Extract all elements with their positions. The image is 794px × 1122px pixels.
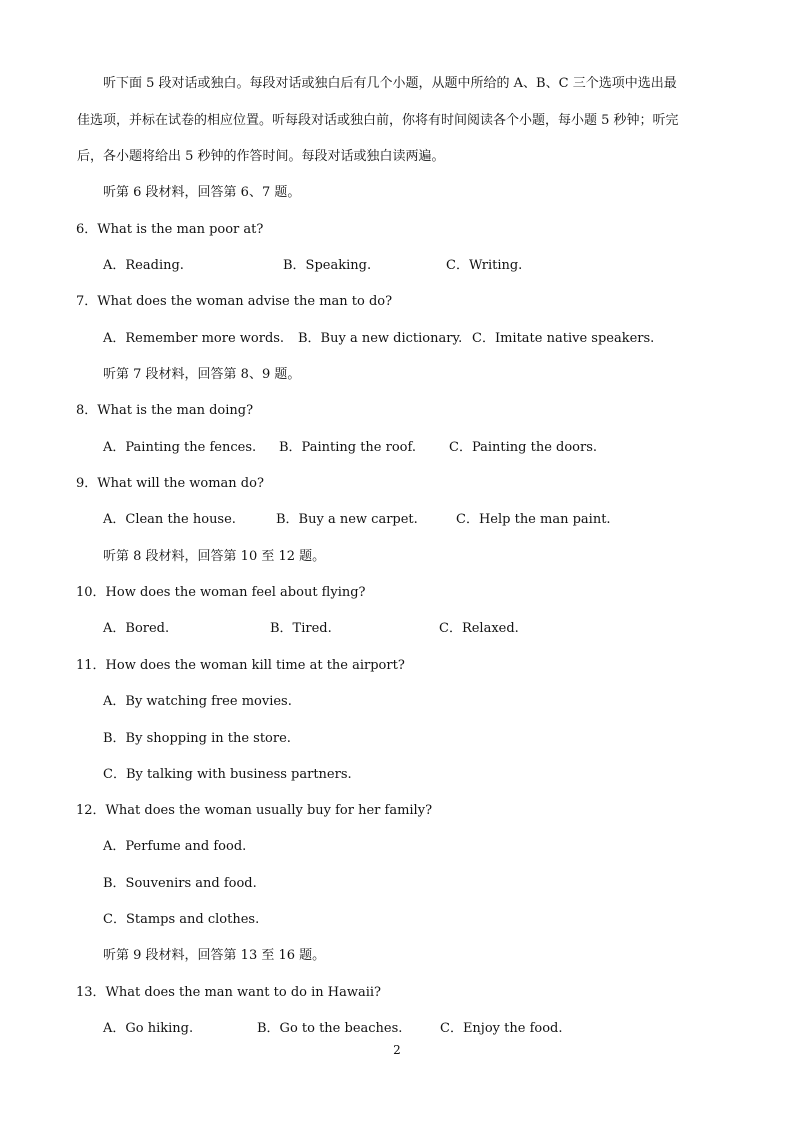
option-b: B．Speaking. [283, 258, 372, 273]
option-a: A．Clean the house. [103, 512, 236, 527]
page-number: 2 [393, 1043, 401, 1057]
option-a: A．Bored. [103, 621, 170, 636]
option-c: C．Painting the doors. [449, 440, 598, 455]
question-9: 9．What will the woman do? [76, 476, 264, 491]
question-6: 6．What is the man poor at? [76, 222, 264, 237]
instructions-line-1: 听下面 5 段对话或独白。每段对话或独白后有几个小题，从题中所给的 A、B、C 三个选项中选出最 [103, 76, 677, 91]
option-a: A．Painting the fences. [103, 440, 257, 455]
option-c: C．Imitate native speakers. [472, 331, 655, 346]
option-a: A．Perfume and food. [103, 839, 247, 854]
option-b: B．Buy a new carpet. [276, 512, 418, 527]
option-c: C．Help the man paint. [456, 512, 611, 527]
option-b: B．Buy a new dictionary. [298, 331, 463, 346]
option-a: A．Reading. [103, 258, 184, 273]
option-b: B．Tired. [270, 621, 332, 636]
section-heading: 听第 7 段材料，回答第 8、9 题。 [103, 367, 301, 382]
option-b: B．By shopping in the store. [103, 731, 291, 746]
section-heading: 听第 9 段材料，回答第 13 至 16 题。 [103, 948, 326, 963]
option-c: C．Writing. [446, 258, 523, 273]
instructions-line-3: 后，各小题将给出 5 秒钟的作答时间。每段对话或独白读两遍。 [77, 149, 445, 164]
option-a: A．By watching free movies. [103, 694, 292, 709]
option-c: C．Relaxed. [439, 621, 519, 636]
question-8: 8．What is the man doing? [76, 403, 254, 418]
option-b: B．Go to the beaches. [257, 1021, 403, 1036]
question-10: 10．How does the woman feel about flying? [76, 585, 366, 600]
question-7: 7．What does the woman advise the man to do? [76, 294, 393, 309]
section-heading: 听第 8 段材料，回答第 10 至 12 题。 [103, 549, 326, 564]
option-c: C．Enjoy the food. [440, 1021, 563, 1036]
option-c: C．By talking with business partners. [103, 767, 352, 782]
instructions-line-2: 佳选项，并标在试卷的相应位置。听每段对话或独白前，你将有时间阅读各个小题，每小题 5 秒钟；听完 [77, 113, 679, 128]
option-b: B．Painting the roof. [279, 440, 416, 455]
question-11: 11．How does the woman kill time at the airport? [76, 658, 405, 673]
option-b: B．Souvenirs and food. [103, 876, 257, 891]
option-a: A．Go hiking. [103, 1021, 194, 1036]
section-heading: 听第 6 段材料，回答第 6、7 题。 [103, 185, 301, 200]
option-c: C．Stamps and clothes. [103, 912, 260, 927]
option-a: A．Remember more words. [103, 331, 285, 346]
question-13: 13．What does the man want to do in Hawaii? [76, 985, 382, 1000]
question-12: 12．What does the woman usually buy for her family? [76, 803, 433, 818]
